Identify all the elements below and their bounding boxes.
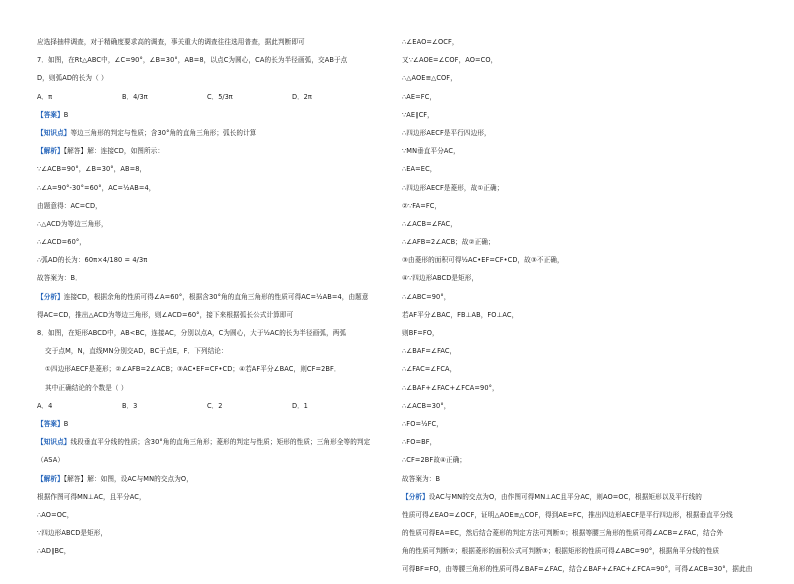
- answer-option: C．2: [207, 401, 223, 410]
- line-text: B: [63, 419, 69, 428]
- line-text: ∴∠BAF+∠FAC+∠FCA=90°，: [402, 383, 499, 392]
- text-line: [37, 475, 397, 483]
- text-line: [402, 529, 762, 537]
- text-line: [402, 56, 762, 64]
- text-line: [402, 384, 762, 392]
- text-line: [37, 547, 397, 555]
- text-line: [37, 365, 397, 373]
- answer-option: C．5/3π: [207, 92, 233, 101]
- line-text: 连接CD，根据余角的性质可得∠A=60°，根据含30°角的直角三角形的性质可得AC=½AB=4，由题意: [63, 292, 369, 301]
- text-line: [402, 38, 762, 46]
- line-text: 故答案为：B: [402, 474, 441, 483]
- answer-option: D．1: [292, 401, 308, 410]
- line-text: 7．如图，在Rt△ABC中，∠C=90°，∠B=30°，AB=8，以点C为圆心，CA的长为半径画弧，交AB于点: [37, 56, 348, 65]
- line-text: ∴四边形AECF是菱形，故①正确；: [402, 183, 504, 192]
- left-column: [37, 38, 397, 565]
- section-tag: 【解析】: [37, 147, 64, 156]
- text-line: [37, 347, 397, 355]
- section-tag: 【解析】: [37, 474, 64, 483]
- answer-option: D．2π: [292, 92, 312, 101]
- line-text: 由题意得：AC=CD，: [37, 201, 102, 210]
- text-line: [37, 293, 397, 301]
- text-line: [37, 256, 397, 264]
- line-text: ∴AE=FC，: [402, 92, 437, 101]
- line-text: ∴∠ACD=60°，: [37, 238, 86, 247]
- line-text: 线段垂直平分线的性质；含30°角的直角三角形；菱形的判定与性质；矩形的性质；三角形全等的判定: [70, 438, 371, 447]
- section-tag: 【知识点】: [37, 128, 71, 137]
- text-line: [402, 365, 762, 373]
- text-line: [37, 438, 397, 446]
- line-text: 得AC=CD，推出△ACD为等边三角形，则∠ACD=60°，接下来根据弧长公式计算即可: [37, 310, 294, 319]
- line-text: ∴FO=½FC，: [402, 419, 443, 428]
- text-line: [402, 220, 762, 228]
- text-line: [402, 202, 762, 210]
- line-text: ∴△ACD为等边三角形，: [37, 219, 108, 228]
- line-text: 设AC与MN的交点为O，由作图可得MN⊥AC且平分AC，则AO=OC，根据矩形以及平行线的: [428, 492, 702, 501]
- line-text: ∴FO=BF，: [402, 438, 437, 447]
- section-tag: 【答案】: [37, 419, 64, 428]
- line-text: 故答案为：B．: [37, 274, 82, 283]
- section-tag: 【分析】: [37, 292, 64, 301]
- line-text: ②∵FA=FC，: [402, 201, 442, 210]
- text-line: [37, 274, 397, 282]
- line-text: 【解答】解：连接CD，如图所示：: [63, 147, 165, 156]
- text-line: [402, 420, 762, 428]
- line-text: B: [63, 110, 69, 119]
- text-line: [37, 493, 397, 501]
- line-text: 可得BF=FO，由等腰三角形的性质可得∠BAF=∠FAC，结合∠BAF+∠FAC+∠FCA=90°，可得∠ACB=30°，据此由: [402, 565, 753, 574]
- text-line: [402, 311, 762, 319]
- text-line: [402, 111, 762, 119]
- line-text: ∴EA=EC，: [402, 165, 437, 174]
- line-text: ∴∠FAC=∠FCA，: [402, 365, 457, 374]
- line-text: （ASA）: [37, 456, 65, 465]
- line-text: ∴AD∥BC，: [37, 547, 71, 556]
- text-line: [37, 420, 397, 428]
- text-line: [402, 165, 762, 173]
- text-line: [402, 329, 762, 337]
- text-line: [402, 129, 762, 137]
- line-text: 根据作图可得MN⊥AC，且平分AC，: [37, 492, 146, 501]
- answer-options: [37, 402, 397, 410]
- text-line: [37, 74, 397, 82]
- line-text: ∴AO=OC，: [37, 510, 74, 519]
- text-line: [402, 565, 762, 573]
- text-line: [402, 511, 762, 519]
- text-line: [37, 56, 397, 64]
- line-text: ∴∠EAO=∠OCF，: [402, 38, 459, 46]
- section-tag: 【答案】: [37, 110, 64, 119]
- line-text: ∴∠ABC=90°，: [402, 292, 451, 301]
- text-line: [402, 402, 762, 410]
- line-text: 其中正确结论的个数是（ ）: [45, 383, 128, 392]
- answer-options: [37, 93, 397, 101]
- section-tag: 【分析】: [402, 492, 429, 501]
- text-line: [37, 220, 397, 228]
- text-line: [402, 74, 762, 82]
- line-text: ∴∠ACB=30°，: [402, 401, 451, 410]
- line-text: 【解答】解：如图，设AC与MN的交点为O，: [63, 474, 193, 483]
- line-text: 又∵∠AOE=∠COF，AO=CO，: [402, 56, 498, 65]
- text-line: [37, 38, 397, 46]
- text-line: [37, 184, 397, 192]
- line-text: D，则弧AD的长为（ ）: [37, 74, 108, 83]
- line-text: 8．如图，在矩形ABCD中，AB<BC，连接AC，分别以点A，C为圆心，大于½AC的长为半径画弧，两弧: [37, 329, 347, 337]
- text-line: [402, 438, 762, 446]
- line-text: ∴∠ACB=∠FAC，: [402, 219, 457, 228]
- line-text: ∴△AOE≌△COF，: [402, 74, 457, 83]
- right-column: [402, 38, 762, 584]
- line-text: ①四边形AECF是菱形；②∠AFB=2∠ACB；③AC•EF=CF•CD；④若AF平分∠BAC，则CF=2BF．: [45, 365, 341, 374]
- text-line: [37, 238, 397, 246]
- line-text: 应选择抽样调查，对于精确度要求高的调查，事关重大的调查往往选用普查，据此判断即可: [37, 38, 305, 46]
- text-line: [402, 238, 762, 246]
- text-line: [37, 456, 397, 464]
- line-text: 性质可得∠EAO=∠OCF，证明△AOE≌△COF，得到AE=FC，推出四边形AECF是平行四边形，根据垂直平分线: [402, 510, 733, 519]
- text-line: [402, 293, 762, 301]
- line-text: ∴弧AD的长为：60π×4/180 = 4/3π: [37, 256, 148, 265]
- line-text: ∵∠ACB=90°，∠B=30°，AB=8，: [37, 165, 147, 174]
- text-line: [37, 311, 397, 319]
- text-line: [37, 129, 397, 137]
- answer-option: B．3: [122, 401, 138, 410]
- line-text: 则BF=FO，: [402, 329, 439, 337]
- section-tag: 【知识点】: [37, 438, 71, 447]
- line-text: ∴∠A=90°-30°=60°，AC=½AB=4，: [37, 183, 156, 192]
- text-line: [37, 202, 397, 210]
- text-line: [402, 475, 762, 483]
- text-line: [37, 329, 397, 337]
- line-text: 的性质可得EA=EC，然后结合菱形的判定方法可判断①；根据等腰三角形的性质可得∠ACB=∠FAC，结合外: [402, 529, 724, 538]
- text-line: [37, 511, 397, 519]
- line-text: 若AF平分∠BAC，FB⊥AB，FO⊥AC，: [402, 310, 519, 319]
- line-text: 角的性质可判断②；根据菱形的面积公式可判断③；根据矩形的性质可得∠ABC=90°，根据角平分线的性质: [402, 547, 720, 556]
- line-text: ④∵四边形ABCD是矩形，: [402, 274, 479, 283]
- line-text: ∵AE∥CF，: [402, 110, 434, 119]
- text-line: [402, 256, 762, 264]
- text-line: [37, 147, 397, 155]
- text-line: [402, 274, 762, 282]
- text-line: [37, 111, 397, 119]
- line-text: ∴CF=2BF故④正确；: [402, 456, 467, 465]
- text-line: [37, 384, 397, 392]
- text-line: [37, 165, 397, 173]
- text-line: [402, 456, 762, 464]
- line-text: ∴四边形AECF是平行四边形，: [402, 128, 491, 137]
- text-line: [37, 529, 397, 537]
- text-line: [402, 347, 762, 355]
- text-line: [402, 93, 762, 101]
- text-line: [402, 184, 762, 192]
- answer-option: A．4: [37, 401, 53, 410]
- text-line: [402, 493, 762, 501]
- line-text: 交于点M，N，直线MN分别交AD，BC于点E，F．下列结论：: [45, 347, 228, 356]
- line-text: ∵MN垂直平分AC，: [402, 147, 460, 156]
- line-text: 等边三角形的判定与性质；含30°角的直角三角形；弧长的计算: [70, 128, 257, 137]
- line-text: ∴∠AFB=2∠ACB；故②正确；: [402, 238, 495, 247]
- line-text: ③由菱形的面积可得½AC•EF=CF•CD，故③不正确，: [402, 256, 564, 265]
- text-line: [402, 147, 762, 155]
- text-line: [402, 547, 762, 555]
- answer-option: A．π: [37, 92, 53, 101]
- line-text: ∴∠BAF=∠FAC，: [402, 347, 457, 356]
- line-text: ∵四边形ABCD是矩形，: [37, 529, 108, 538]
- answer-option: B．4/3π: [122, 92, 148, 101]
